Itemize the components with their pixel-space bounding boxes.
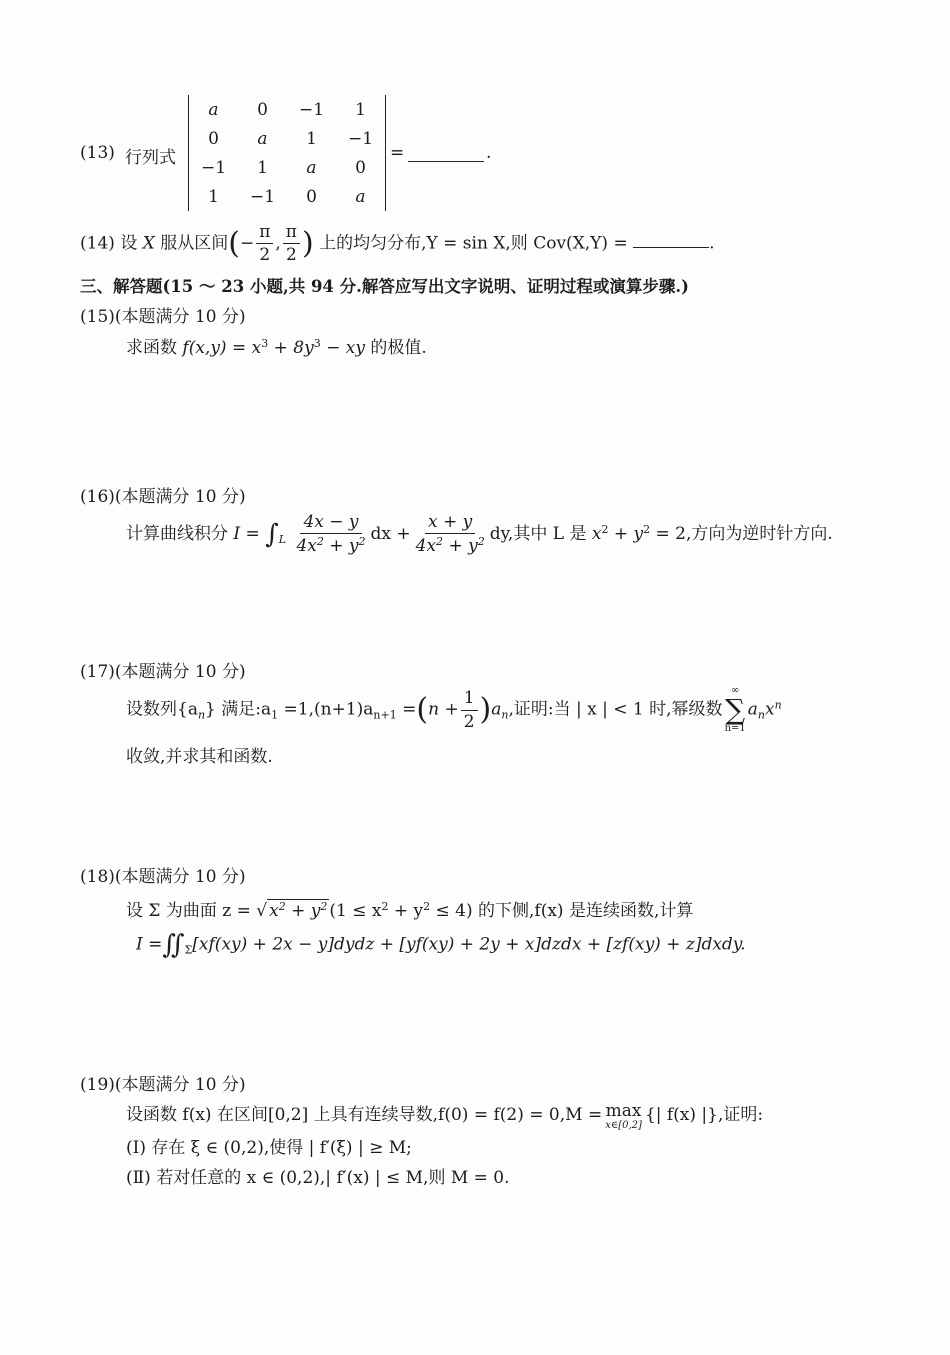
subscript: n — [757, 708, 765, 722]
matrix-cell: 0 — [257, 99, 268, 120]
q15-math: + 8y — [268, 338, 314, 358]
right-paren: ) — [301, 225, 314, 261]
superscript: n — [774, 698, 782, 712]
q19-text: 设函数 f(x) 在区间[0,2] 上具有连续导数,f(0) = f(2) = 0,M = — [126, 1105, 603, 1125]
q18-integrand: [xf(xy) + 2x − y]dydz + [yf(xy) + 2y + x]dzdx + [zf(xy) + z]dxdy. — [192, 934, 746, 955]
frac-den: 2 — [463, 711, 475, 732]
superscript: 2 — [643, 522, 651, 536]
sum-sign: ∑ — [725, 693, 746, 726]
q14-text: Y = sin X,则 Cov(X,Y) = — [426, 233, 628, 254]
superscript: 3 — [313, 337, 321, 350]
den-part: 4x — [296, 536, 317, 557]
minus-sign: − — [239, 233, 255, 254]
q15-math: f(x,y) = x — [182, 338, 262, 358]
superscript: 2 — [358, 535, 366, 549]
frac-num: x + y — [425, 512, 475, 534]
fraction — [283, 222, 300, 266]
determinant-matrix — [188, 95, 386, 211]
q16-text: dy, — [489, 523, 514, 544]
q16-body — [126, 512, 833, 557]
fraction — [256, 222, 273, 266]
q18-math: (1 ≤ x — [329, 901, 382, 921]
max-subscript: x∈[0,2] — [605, 1119, 642, 1131]
q13-equals: = — [390, 143, 405, 163]
superscript: 2 — [320, 900, 328, 913]
frac-num: 4x − y — [300, 512, 361, 534]
q18-body-1 — [126, 896, 693, 921]
matrix-cell: −1 — [200, 157, 227, 178]
q17-math: n + — [428, 699, 459, 720]
subscript: 1 — [271, 708, 279, 722]
q16-math: x — [591, 523, 602, 544]
q17-header: (17)(本题满分 10 分) — [80, 662, 246, 682]
comma: , — [275, 233, 281, 254]
q17-line2: 收敛,并求其和函数. — [126, 747, 273, 767]
superscript: 2 — [423, 900, 431, 913]
q13-answer-blank — [408, 160, 484, 162]
superscript: 2 — [316, 535, 324, 549]
integral-sign: ∫ — [265, 519, 279, 550]
q18-math: ≤ 4) — [430, 901, 473, 921]
matrix-cell: 0 — [306, 186, 317, 207]
left-paren: ( — [228, 225, 240, 261]
q16-text: 方向为逆时针方向. — [691, 523, 833, 544]
q13-period: . — [486, 143, 492, 163]
q14-var-x: X — [142, 233, 155, 254]
q16-math: = 2, — [650, 523, 692, 544]
subscript: n — [197, 708, 206, 722]
summation — [725, 686, 746, 734]
surface-integral-sign: ∬ — [162, 930, 185, 960]
q17-text: = — [396, 699, 417, 720]
q17-math: a — [747, 699, 758, 720]
superscript: 2 — [477, 535, 485, 549]
q16-header: (16)(本题满分 10 分) — [80, 487, 246, 507]
q14-line — [80, 222, 715, 266]
q14-text: 设 — [120, 233, 138, 254]
integral-var: I = — [233, 523, 260, 544]
q17-text: } 满足:a — [205, 699, 272, 720]
matrix-cell: a — [355, 186, 366, 207]
q14-period: . — [709, 233, 715, 254]
q16-math: + y — [608, 523, 644, 544]
q15-math: − xy — [320, 338, 365, 358]
left-paren: ( — [416, 692, 429, 727]
fraction — [413, 512, 488, 557]
q14-number: (14) — [80, 233, 115, 254]
frac-den — [413, 534, 488, 556]
integral-var: I = — [136, 934, 163, 955]
den-part: + y — [323, 536, 359, 557]
q19-text: {| f(x) |},证明: — [644, 1105, 764, 1125]
q15-text: 求函数 — [126, 338, 177, 358]
matrix-cell: a — [208, 99, 219, 120]
q19-body — [126, 1100, 763, 1131]
root-part: x — [269, 901, 279, 921]
q17-math: x — [764, 699, 775, 720]
q18-header: (18)(本题满分 10 分) — [80, 867, 246, 887]
q18-text: 的下侧,f(x) 是连续函数,计算 — [478, 901, 694, 921]
frac-den: 2 — [259, 245, 271, 266]
q16-text: 计算曲线积分 — [126, 523, 228, 544]
q17-math: a — [491, 699, 502, 720]
integral-subscript: L — [278, 532, 287, 546]
q17-text: 设数列{a — [126, 699, 198, 720]
q16-text: dx + — [370, 523, 411, 544]
den-part: + y — [443, 536, 478, 557]
q15-body — [126, 333, 427, 358]
max-operator — [605, 1101, 642, 1131]
frac-den: 2 — [285, 245, 297, 266]
frac-num: 1 — [461, 688, 478, 710]
q17-body — [126, 686, 782, 734]
q16-text: 其中 L 是 — [513, 523, 587, 544]
right-paren: ) — [479, 692, 492, 727]
q15-header: (15)(本题满分 10 分) — [80, 307, 246, 327]
q13-label: 行列式 — [125, 148, 176, 168]
matrix-cell: 0 — [208, 128, 219, 149]
matrix-cell: 1 — [355, 99, 366, 120]
q18-text: 设 Σ 为曲面 z = — [126, 901, 251, 921]
sqrt-content — [267, 899, 329, 921]
integral-subscript: Σ — [184, 943, 193, 957]
frac-num: π — [256, 222, 273, 244]
q19-part1: (Ⅰ) 存在 ξ ∈ (0,2),使得 | f′(ξ) | ≥ M; — [126, 1138, 412, 1158]
radical-sign: √ — [256, 901, 268, 921]
q18-body-2 — [136, 930, 746, 960]
matrix-cell: −1 — [249, 186, 276, 207]
matrix-cell: a — [257, 128, 268, 149]
q14-answer-blank — [633, 246, 709, 248]
superscript: 2 — [436, 535, 444, 549]
superscript: 2 — [278, 900, 286, 913]
q19-header: (19)(本题满分 10 分) — [80, 1075, 246, 1095]
superscript: 3 — [261, 337, 269, 350]
matrix-cell: 1 — [257, 157, 268, 178]
sum-upper: ∞ — [730, 685, 740, 696]
q17-text: ,证明:当 | x | < 1 时,幂级数 — [508, 699, 723, 720]
matrix-cell: −1 — [347, 128, 374, 149]
den-part: 4x — [415, 536, 437, 557]
max-label: max — [605, 1100, 642, 1121]
subscript: n — [501, 708, 509, 722]
matrix-cell: 0 — [355, 157, 366, 178]
q19-part2: (Ⅱ) 若对任意的 x ∈ (0,2),| f′(x) | ≤ M,则 M = 0. — [126, 1168, 510, 1188]
q13-number: (13) — [80, 143, 115, 163]
q18-math: + y — [388, 901, 424, 921]
superscript: 2 — [601, 522, 609, 536]
matrix-cell: 1 — [306, 128, 317, 149]
frac-num: π — [283, 222, 300, 244]
matrix-cell: a — [306, 157, 317, 178]
q14-text: 上的均匀分布, — [319, 233, 427, 254]
superscript: 2 — [381, 900, 389, 913]
fraction — [293, 512, 368, 557]
fraction — [461, 688, 478, 732]
subscript: n+1 — [373, 708, 397, 722]
frac-den — [293, 534, 368, 556]
q15-text: 的极值. — [370, 338, 427, 358]
matrix-cell: 1 — [208, 186, 219, 207]
q14-text: 服从区间 — [160, 233, 229, 254]
q17-text: =1,(n+1)a — [278, 699, 374, 720]
matrix-cell: −1 — [298, 99, 325, 120]
section-title: 三、解答题(15 ～ 23 小题,共 94 分.解答应写出文字说明、证明过程或演算步骤.) — [80, 277, 689, 296]
sum-lower: n=1 — [724, 723, 746, 734]
root-part: + y — [285, 901, 321, 921]
